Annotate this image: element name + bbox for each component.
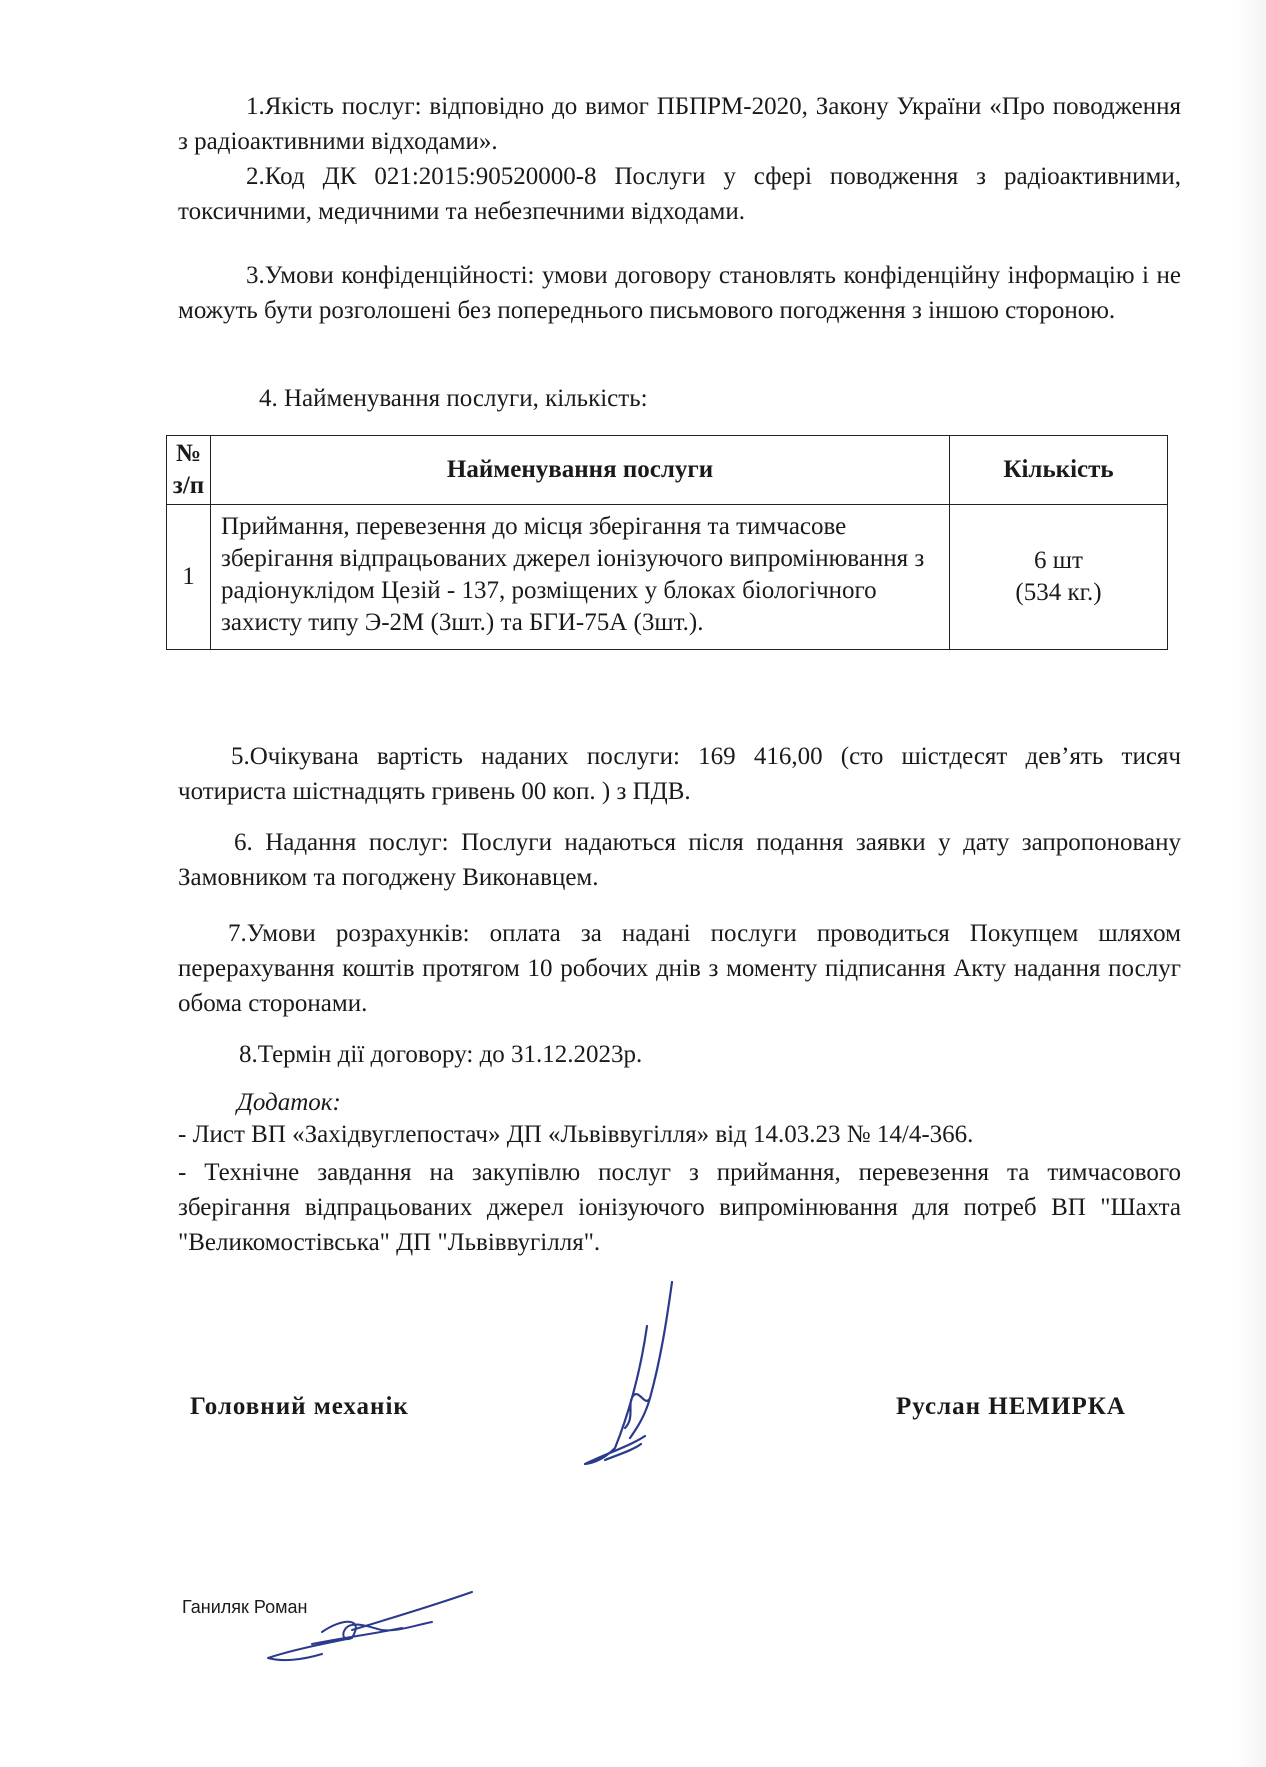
- addendum-item-technical-task: - Технічне завдання на закупівлю послуг з приймання, перевезення та тимчасового зберігання відпрацьованих джерел іонізуючого випромінювання для потреб ВП "Шахта "Великомостівська" ДП "Львіввугілля".: [178, 1159, 1181, 1256]
- header-quantity: Кількість: [950, 436, 1168, 505]
- paragraph-service-heading: 4. Найменування послуги, кількість:: [259, 385, 648, 412]
- table-header-row: [167, 436, 1168, 505]
- paragraph-quality: 1.Якість послуг: відповідно до вимог ПБПРМ-2020, Закону України «Про поводження з радіоактивними відходами».: [178, 93, 1181, 155]
- row-number: 1: [167, 505, 211, 650]
- scan-edge: [1236, 0, 1266, 1767]
- addendum-title: Додаток:: [237, 1089, 341, 1116]
- head-mechanic-signature: [575, 1278, 695, 1468]
- paragraph-payment: 7.Умови розрахунків: оплата за надані послуги проводиться Покупцем шляхом перерахування коштів протягом 10 робочих днів з моменту підписання Акту надання послуг обома сторонами.: [178, 920, 1181, 1017]
- table-row: [167, 505, 1168, 650]
- executor-signature: [262, 1588, 482, 1668]
- paragraph-confidentiality: 3.Умови конфіденційності: умови договору становлять конфіденційну інформацію і не можуть бути розголошені без попереднього письмового погодження з іншою стороною.: [178, 262, 1181, 324]
- paragraph-code: 2.Код ДК 021:2015:90520000-8 Послуги у сфері поводження з радіоактивними, токсичними, медичними та небезпечними відходами.: [178, 163, 1181, 225]
- paragraph-cost: 5.Очікувана вартість наданих послуги: 169 416,00 (сто шістдесят дев’ять тисяч чотириста шістнадцять гривень 00 коп. ) з ПДВ.: [178, 743, 1181, 805]
- paragraph-term: 8.Термін дії договору: до 31.12.2023р.: [239, 1041, 643, 1068]
- quantity-weight: (534 кг.): [1015, 579, 1102, 606]
- signatory-name: Руслан НЕМИРКА: [896, 1393, 1126, 1420]
- addendum-item-letter: - Лист ВП «Західвуглепостач» ДП «Львіввугілля» від 14.03.23 № 14/4-366.: [178, 1121, 974, 1148]
- paragraph-provision: 6. Надання послуг: Послуги надаються після подання заявки у дату запропоновану Замовником та погоджену Виконавцем.: [178, 829, 1181, 891]
- header-service-name: Найменування послуги: [211, 436, 950, 505]
- quantity-units: 6 шт: [1034, 547, 1083, 574]
- executor-name: Ганиляк Роман: [182, 1597, 308, 1617]
- row-quantity: [950, 505, 1168, 650]
- signatory-position: Головний механік: [190, 1393, 409, 1420]
- row-service-name: Приймання, перевезення до місця зберігання та тимчасове зберігання відпрацьованих джерел іонізуючого випромінювання з радіонуклідом Цезій - 137, розміщених у блоках біологічного захисту типу Э-2М (3шт.) та БГИ-75А (3шт.).: [211, 505, 950, 650]
- header-number: № з/п: [167, 436, 211, 505]
- services-table: [166, 435, 1168, 650]
